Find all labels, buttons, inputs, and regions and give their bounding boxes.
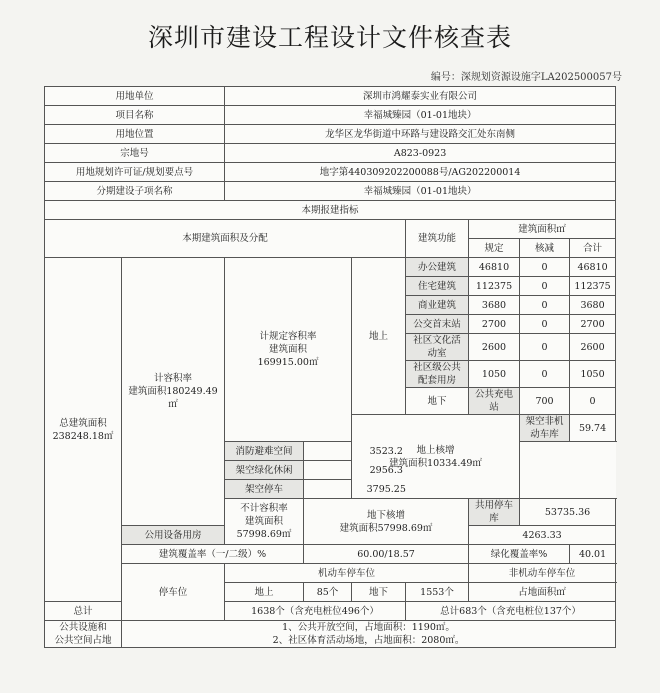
above-bonus-value: 建筑面积10334.49㎡: [389, 457, 482, 469]
use-verified: 0: [520, 315, 570, 334]
use-name: 公交首末站: [406, 315, 469, 334]
info-row: [45, 163, 616, 182]
public-item: 2、社区体育活动场地，占地面积：2080㎡。: [272, 635, 465, 646]
info-row: [45, 87, 616, 106]
info-value: 龙华区龙华街道中环路与建设路交汇处东南侧: [225, 125, 616, 144]
info-value: 地字第440309202200088号/AG202200014: [225, 163, 616, 182]
public-item: 1、公共开放空间，占地面积：1190㎡。: [282, 622, 455, 633]
info-label: 分期建设子项名称: [45, 182, 225, 201]
use-verified: 0: [570, 388, 616, 415]
use-total: 2600: [570, 334, 616, 361]
use-planned: 2600: [469, 334, 520, 361]
document-number: 编号：深规划资源设施字LA202500057号: [430, 72, 622, 83]
public-label-2: 公共空间占地: [54, 635, 112, 646]
use-name: 社区文化活动室: [406, 334, 469, 361]
public-label-cell: [45, 621, 122, 648]
regulated-far-label: 计规定容积率: [259, 331, 317, 342]
total-gfa-label: 总建筑面积: [59, 417, 107, 429]
far-cell: [122, 258, 225, 526]
use-verified: 0: [520, 258, 570, 277]
coverage-row: [45, 545, 616, 564]
use-planned: 700: [520, 388, 570, 415]
far-label: 计容积率: [154, 373, 193, 384]
info-value: 幸福城臻园（01-01地块）: [225, 182, 616, 201]
nonmotor-total: 总计683个（含充电桩位137个）: [406, 602, 616, 621]
use-planned: 2700: [469, 315, 520, 334]
bonus-item-name: 架空非机动车库: [520, 415, 570, 442]
public-label: 公共设施和: [59, 622, 107, 633]
coverage-label: 建筑覆盖率（一/二级）%: [122, 545, 304, 564]
use-row: [45, 258, 616, 277]
parking-above-label: 地上: [225, 583, 304, 602]
review-table: [44, 86, 616, 648]
info-row: [45, 125, 616, 144]
area-distribution-header: 本期建筑面积及分配: [45, 220, 406, 258]
below-item-name: 共用停车库: [469, 499, 520, 526]
below-item-value: 4263.33: [469, 526, 616, 545]
above-ground-label: 地上: [352, 258, 406, 415]
info-value: 幸福城臻园（01-01地块）: [225, 106, 616, 125]
non-far-cell: [225, 499, 304, 545]
above-bonus-label: 地上核增: [416, 444, 455, 456]
info-value: 深圳市鸿耀泰实业有限公司: [225, 87, 616, 106]
parking-below-label: 地下: [352, 583, 406, 602]
use-total: 46810: [570, 258, 616, 277]
non-far-value: 建筑面积57998.69㎡: [236, 516, 292, 540]
public-row: [45, 621, 616, 648]
parking-below-value: 1553个: [406, 583, 469, 602]
far-value: 建筑面积180249.49㎡: [128, 386, 218, 410]
non-far-label: 不计容积率: [240, 503, 288, 514]
parking-total-label: 总计: [45, 602, 122, 621]
info-row: [45, 106, 616, 125]
function-header: 建筑功能: [406, 220, 469, 258]
info-label: 用地位置: [45, 125, 225, 144]
regulated-far-value: 169915.00㎡: [257, 357, 319, 368]
parking-label: 停车位: [122, 564, 225, 621]
bonus-item-value: 59.74: [570, 415, 616, 442]
use-total: 1050: [570, 361, 616, 388]
use-planned: 46810: [469, 258, 520, 277]
document-title: 深圳市建设工程设计文件核查表: [147, 23, 512, 52]
parking-above-value: 85个: [304, 583, 352, 602]
col-verified: 核减: [520, 239, 570, 258]
use-name: 住宅建筑: [406, 277, 469, 296]
nonmotor-area-label: 占地面积㎡: [469, 583, 616, 602]
bonus-item-name: 架空停车: [225, 480, 304, 499]
bonus-item-value: 3523.2: [304, 442, 469, 461]
below-bonus-value: 建筑面积57998.69㎡: [339, 522, 433, 534]
use-planned: 3680: [469, 296, 520, 315]
bonus-item-value: 3795.25: [304, 480, 469, 499]
bonus-item-name: 消防避难空间: [225, 442, 304, 461]
use-total: 2700: [570, 315, 616, 334]
info-value: A823-0923: [225, 144, 616, 163]
bonus-item-value: 2956.3: [304, 461, 469, 480]
total-gfa-cell: [45, 258, 122, 602]
green-coverage-label: 绿化覆盖率%: [469, 545, 570, 564]
col-total: 合计: [570, 239, 616, 258]
info-row: [45, 144, 616, 163]
total-gfa-value: 238248.18㎡: [52, 430, 114, 442]
parking-row: [45, 564, 616, 583]
motor-parking-header: 机动车停车位: [225, 564, 469, 583]
use-name: 商业建筑: [406, 296, 469, 315]
regulated-far-cell: [225, 258, 352, 442]
use-name: 公共充电站: [469, 388, 520, 415]
use-verified: 0: [520, 277, 570, 296]
use-total: 3680: [570, 296, 616, 315]
info-row: [45, 182, 616, 201]
info-label: 用地规划许可证/规划要点号: [45, 163, 225, 182]
use-name: 办公建筑: [406, 258, 469, 277]
below-item-value: 53735.36: [520, 499, 616, 526]
regulated-far-label-2: 建筑面积: [269, 344, 308, 355]
use-planned: 112375: [469, 277, 520, 296]
below-bonus-label: 地下核增: [367, 509, 406, 521]
below-bonus-cell: [304, 499, 469, 545]
gfa-header: 建筑面积㎡: [469, 220, 616, 239]
col-planned: 规定: [469, 239, 520, 258]
use-total: 112375: [570, 277, 616, 296]
bonus-item-name: 架空绿化休闲: [225, 461, 304, 480]
below-item-name: 公用设备用房: [122, 526, 225, 545]
use-verified: 0: [520, 296, 570, 315]
info-label: 项目名称: [45, 106, 225, 125]
nonmotor-parking-header: 非机动车停车位: [469, 564, 616, 583]
indicators-header: 本期报建指标: [45, 201, 616, 220]
public-items-cell: [122, 621, 616, 648]
use-verified: 0: [520, 334, 570, 361]
info-label: 宗地号: [45, 144, 225, 163]
below-ground-label: 地下: [406, 388, 469, 415]
green-coverage-value: 40.01: [570, 545, 616, 564]
use-verified: 0: [520, 361, 570, 388]
info-label: 用地单位: [45, 87, 225, 106]
use-planned: 1050: [469, 361, 520, 388]
coverage-value: 60.00/18.57: [304, 545, 469, 564]
parking-total-value: 1638个（含充电桩位496个）: [225, 602, 406, 621]
use-name: 社区级公共配套用房: [406, 361, 469, 388]
